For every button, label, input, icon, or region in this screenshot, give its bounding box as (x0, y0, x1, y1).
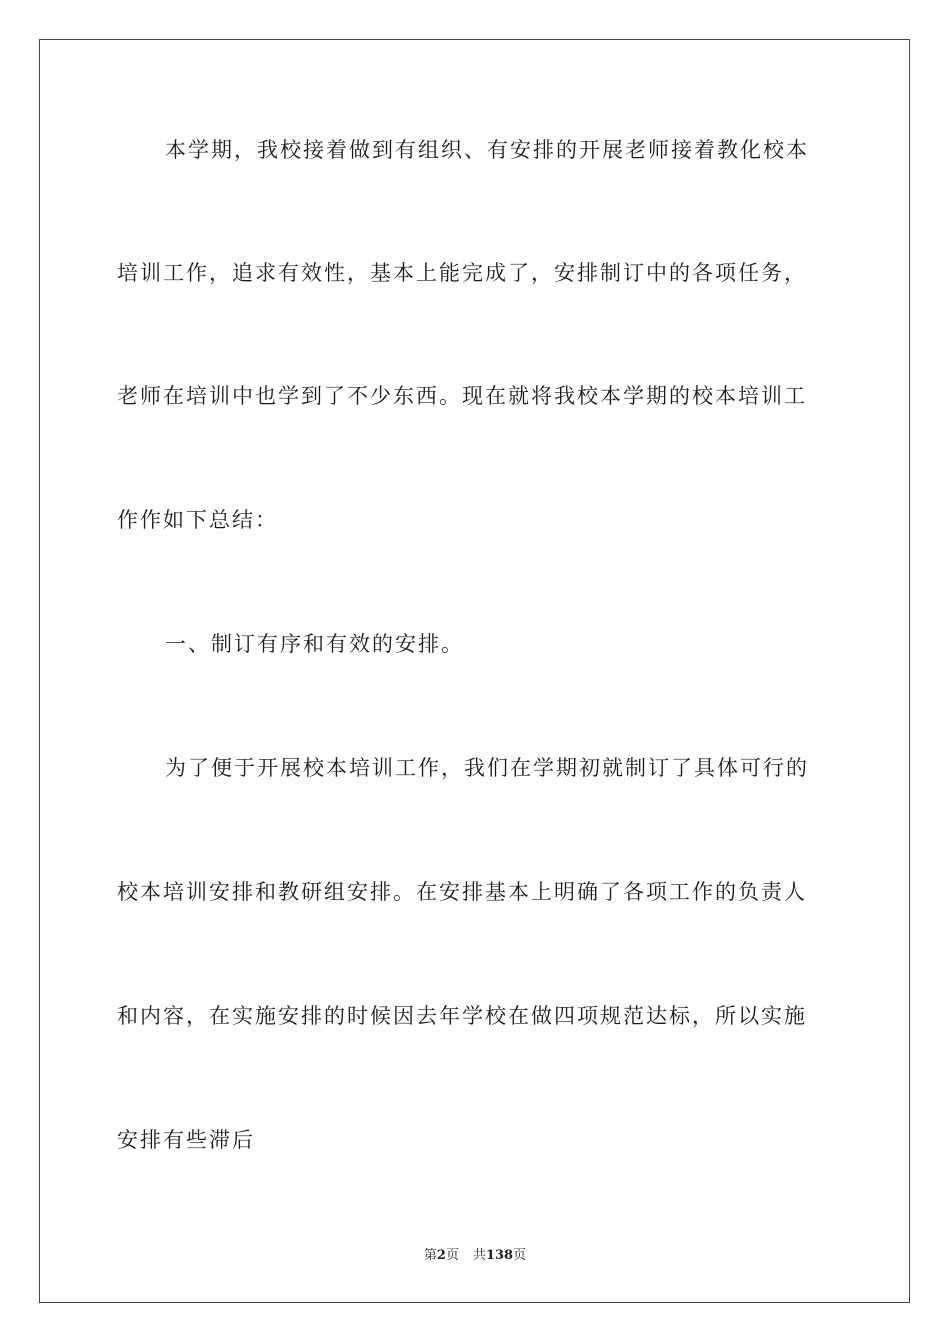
paragraph-1-line-1: 本学期，我校接着做到有组织、有安排的开展老师接着教化校本 (165, 138, 809, 162)
footer-total-pages: 138 (485, 1248, 514, 1263)
paragraph-2-line-3: 和内容，在实施安排的时候因去年学校在做四项规范达标，所以实施 (117, 1004, 807, 1028)
footer-total-prefix: 共 (472, 1248, 486, 1263)
footer-page-number: 2 (436, 1248, 446, 1263)
section-heading-1: 一、制订有序和有效的安排。 (165, 632, 464, 656)
paragraph-1-line-4: 作作如下总结： (117, 508, 278, 532)
page-frame (39, 39, 910, 1303)
paragraph-1-line-3: 老师在培训中也学到了不少东西。现在就将我校本学期的校本培训工 (117, 384, 807, 408)
paragraph-2-line-1: 为了便于开展校本培训工作，我们在学期初就制订了具体可行的 (165, 756, 809, 780)
footer-page-prefix: 第 (423, 1248, 437, 1263)
footer-page-suffix: 页 (445, 1248, 459, 1263)
paragraph-2-line-2: 校本培训安排和教研组安排。在安排基本上明确了各项工作的负责人 (117, 880, 807, 904)
paragraph-1-line-2: 培训工作，追求有效性，基本上能完成了，安排制订中的各项任务， (117, 261, 807, 285)
footer-total-suffix: 页 (513, 1248, 527, 1263)
page-footer (0, 1244, 950, 1263)
paragraph-2-line-4: 安排有些滞后 (117, 1128, 255, 1152)
